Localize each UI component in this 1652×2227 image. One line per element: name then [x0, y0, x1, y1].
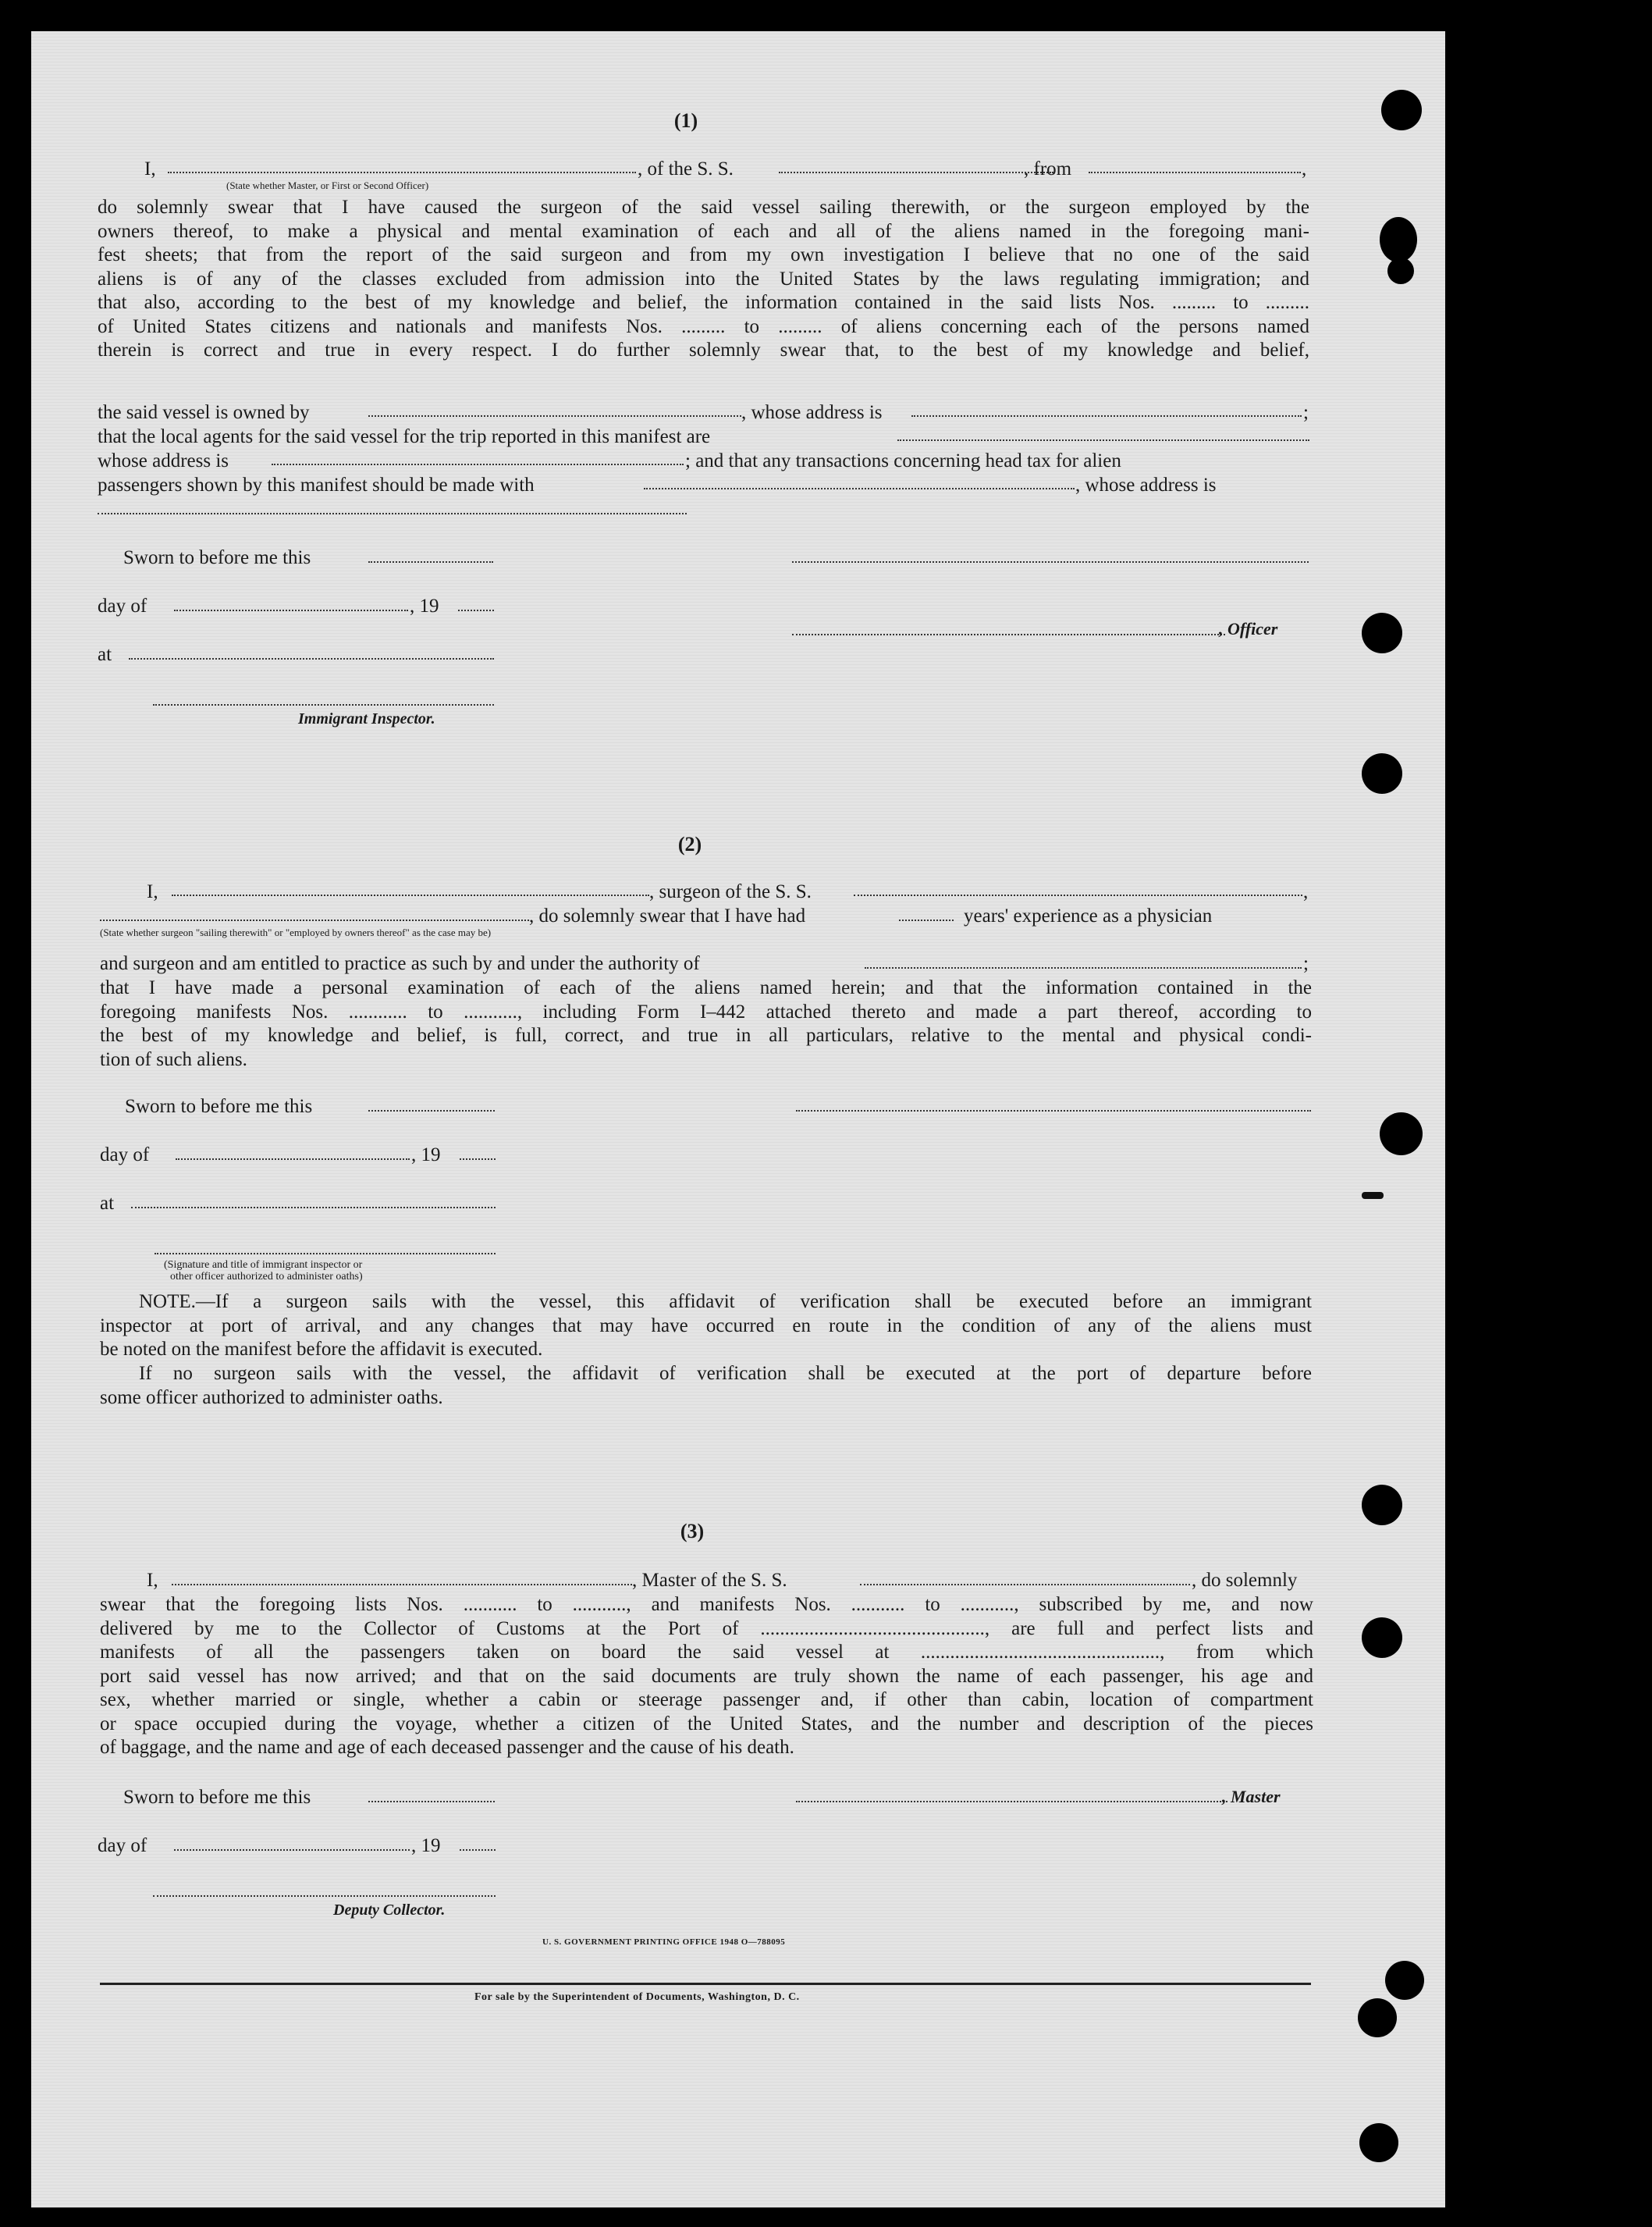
s2-surgeon-name-field[interactable] — [172, 895, 649, 896]
form-page — [31, 31, 1445, 2207]
s2-signature-hint-1: (Signature and title of immigrant inspector or — [164, 1259, 363, 1271]
s1-passengers-label: passengers shown by this manifest should be made with — [98, 475, 535, 496]
s1-inspector-signature-field[interactable] — [153, 704, 494, 706]
s3-sworn-label: Sworn to before me this — [123, 1787, 311, 1808]
s2-day-of-label: day of — [100, 1144, 150, 1165]
s2-vessel-name-field[interactable] — [854, 895, 1302, 896]
s2-surgeon-signature-field[interactable] — [796, 1110, 1311, 1112]
s1-head-tax-party-field[interactable] — [644, 488, 1075, 489]
s3-paragraph: swear that the foregoing lists Nos. ........... to ..........., and manifests Nos. ........... to ..........., subscribed by me, and now delivered by me to the Collector of Customs at the Port of .............................................., are full and perfect lists and manifests of all the passengers taken on board the said vessel at ................................................., from which port said vessel has now arrived; and that on the said documents are truly shown the name of each passenger, his age and sex, whether married or single, whether a cabin or steerage passenger and, if other than cabin, location of compartment or space occupied during the voyage, whether a citizen of the United States, and the number and description of the pieces of baggage, and the name and age of each deceased passenger and the cause of his death. — [100, 1594, 1313, 1758]
s1-head-tax-text: ; and that any transactions concerning head tax for alien — [685, 450, 1121, 471]
s1-of-ss-label: , of the S. S. — [638, 158, 734, 180]
s1-paragraph: do solemnly swear that I have caused the surgeon of the said vessel sailing therewith, or the surgeon employed by the owners thereof, to make a physical and mental examination of each and all of the aliens named in the foregoing mani- fest sheets; that from the report of the said surgeon and from my own investigation I believe that no one of the said aliens is of any of the classes excluded from admission into the United States by the laws regulating immigration; and that also, according to the best of my knowledge and belief, the information contained in the said lists Nos. ......... to ......... of United States citizens and nationals and manifests Nos. ......... to ......... of aliens concerning each of the persons named therein is correct and true in every respect. I do further solemnly swear that, to the best of my knowledge and belief, — [98, 197, 1309, 361]
s3-master-signature-field[interactable] — [796, 1801, 1227, 1802]
s1-owned-by-label: the said vessel is owned by — [98, 402, 310, 423]
s2-inspector-signature-field[interactable] — [155, 1253, 496, 1254]
punch-hole — [1362, 1485, 1402, 1525]
s1-year-field[interactable] — [458, 610, 494, 611]
punch-hole — [1362, 753, 1402, 794]
s2-surgeon-hint: (State whether surgeon "sailing therewith" or "employed by owners thereof" as the case may be) — [100, 927, 492, 938]
punch-hole — [1385, 1961, 1424, 2000]
s1-owner-address-field[interactable] — [911, 415, 1302, 417]
punch-hole — [1358, 1998, 1397, 2037]
s2-at-field[interactable] — [131, 1207, 496, 1208]
punch-hole — [1362, 613, 1402, 653]
punch-hole — [1381, 90, 1422, 130]
s1-local-agents-field[interactable] — [897, 439, 1309, 441]
s2-trailing-comma: , — [1303, 881, 1309, 902]
s3-i-label: I, — [147, 1570, 158, 1591]
s3-year-field[interactable] — [460, 1849, 496, 1851]
s1-officer-title-field[interactable] — [792, 634, 1225, 635]
s2-note2-paragraph: If no surgeon sails with the vessel, the affidavit of verification shall be executed at the port of departure before some officer authorized to administer oaths. — [100, 1363, 1312, 1408]
s3-master-of-label: , Master of the S. S. — [632, 1570, 787, 1591]
s2-year-label: , 19 — [411, 1144, 441, 1165]
s1-trailing-comma: , — [1302, 158, 1307, 180]
s3-month-field[interactable] — [174, 1849, 410, 1851]
punch-hole — [1380, 217, 1417, 262]
s1-owner-field[interactable] — [368, 415, 741, 417]
s1-i-label: I, — [144, 158, 156, 180]
s1-officer-hint: (State whether Master, or First or Second Officer) — [226, 180, 429, 191]
edge-mark — [1362, 1192, 1384, 1199]
sale-notice: For sale by the Superintendent of Documents, Washington, D. C. — [474, 1991, 800, 2003]
s2-sworn-day-field[interactable] — [368, 1110, 495, 1112]
s2-surgeon-of-label: , surgeon of the S. S. — [649, 881, 812, 902]
s2-surgeon-status-field[interactable] — [100, 920, 529, 921]
s3-master-name-field[interactable] — [172, 1584, 632, 1585]
s2-authority-field[interactable] — [865, 967, 1302, 969]
s2-swear-text: , do solemnly swear that I have had — [529, 905, 806, 927]
s1-owner-address-label: , whose address is — [741, 402, 883, 423]
s1-year-label: , 19 — [410, 596, 439, 617]
gpo-imprint: U. S. GOVERNMENT PRINTING OFFICE 1948 O—788095 — [542, 1937, 786, 1947]
s1-from-label: , from — [1024, 158, 1072, 180]
s1-sworn-label: Sworn to before me this — [123, 547, 311, 568]
s1-at-label: at — [98, 644, 112, 665]
s1-day-of-label: day of — [98, 596, 147, 617]
s1-officer-name-field[interactable] — [168, 172, 636, 173]
s1-sworn-day-field[interactable] — [368, 561, 493, 563]
s1-officer-label: , Officer — [1219, 619, 1278, 639]
punch-hole — [1387, 258, 1414, 284]
punch-hole — [1380, 1112, 1423, 1155]
s2-i-label: I, — [147, 881, 158, 902]
s2-at-label: at — [100, 1193, 115, 1214]
s1-head-tax-address-field[interactable] — [98, 513, 687, 514]
s2-paragraph: that I have made a personal examination of each of the aliens named herein; and that the information contained in the foregoing manifests Nos. ............ to ..........., including Form I–442 attached thereto and made a part thereof, according to the best of my knowledge and belief, is full, correct, and true in all particulars, relative to the mental and physical condi- tion of such aliens. — [100, 977, 1312, 1070]
s2-signature-hint-2: other officer authorized to administer oaths) — [170, 1271, 363, 1282]
s1-semicolon: ; — [1303, 402, 1309, 423]
s2-sworn-label: Sworn to before me this — [125, 1096, 313, 1117]
section-2-number: (2) — [677, 833, 702, 856]
s3-master-label: , Master — [1222, 1787, 1281, 1806]
s2-note-paragraph: NOTE.—If a surgeon sails with the vessel, this affidavit of verification shall be executed before an immigrant inspector at port of arrival, and any changes that may have occurred en route in the condition of any of the aliens must be noted on the manifest before the affidavit is executed. — [100, 1291, 1312, 1360]
s1-local-agents-label: that the local agents for the said vessel for the trip reported in this manifest are — [98, 426, 711, 447]
s1-at-field[interactable] — [129, 658, 494, 660]
s1-officer-signature-field[interactable] — [792, 561, 1309, 563]
s1-agent-address-label: whose address is — [98, 450, 229, 471]
s1-inspector-label: Immigrant Inspector. — [298, 710, 435, 728]
s3-deputy-signature-field[interactable] — [153, 1895, 496, 1897]
s3-do-solemnly: , do solemnly — [1192, 1570, 1298, 1591]
s1-head-tax-address-label: , whose address is — [1075, 475, 1217, 496]
s3-vessel-name-field[interactable] — [860, 1584, 1190, 1585]
punch-hole — [1359, 2123, 1398, 2162]
s2-authority-text: and surgeon and am entitled to practice as such by and under the authority of — [100, 953, 700, 974]
s3-day-of-label: day of — [98, 1835, 147, 1856]
footer-rule — [100, 1983, 1311, 1985]
s2-year-field[interactable] — [460, 1158, 496, 1160]
s1-month-field[interactable] — [174, 610, 408, 611]
s3-deputy-label: Deputy Collector. — [333, 1901, 446, 1919]
s1-agent-address-field[interactable] — [272, 464, 684, 465]
s2-semicolon: ; — [1303, 953, 1309, 974]
s2-years-field[interactable] — [899, 920, 954, 921]
s1-from-port-field[interactable] — [1089, 172, 1301, 173]
section-3-number: (3) — [680, 1520, 705, 1542]
section-1-number: (1) — [673, 109, 698, 132]
s2-month-field[interactable] — [176, 1158, 410, 1160]
s3-sworn-day-field[interactable] — [368, 1801, 495, 1802]
s3-year-label: , 19 — [411, 1835, 441, 1856]
s1-vessel-name-field[interactable] — [779, 172, 1053, 173]
s2-years-text: years' experience as a physician — [964, 905, 1213, 927]
punch-hole — [1362, 1617, 1402, 1658]
